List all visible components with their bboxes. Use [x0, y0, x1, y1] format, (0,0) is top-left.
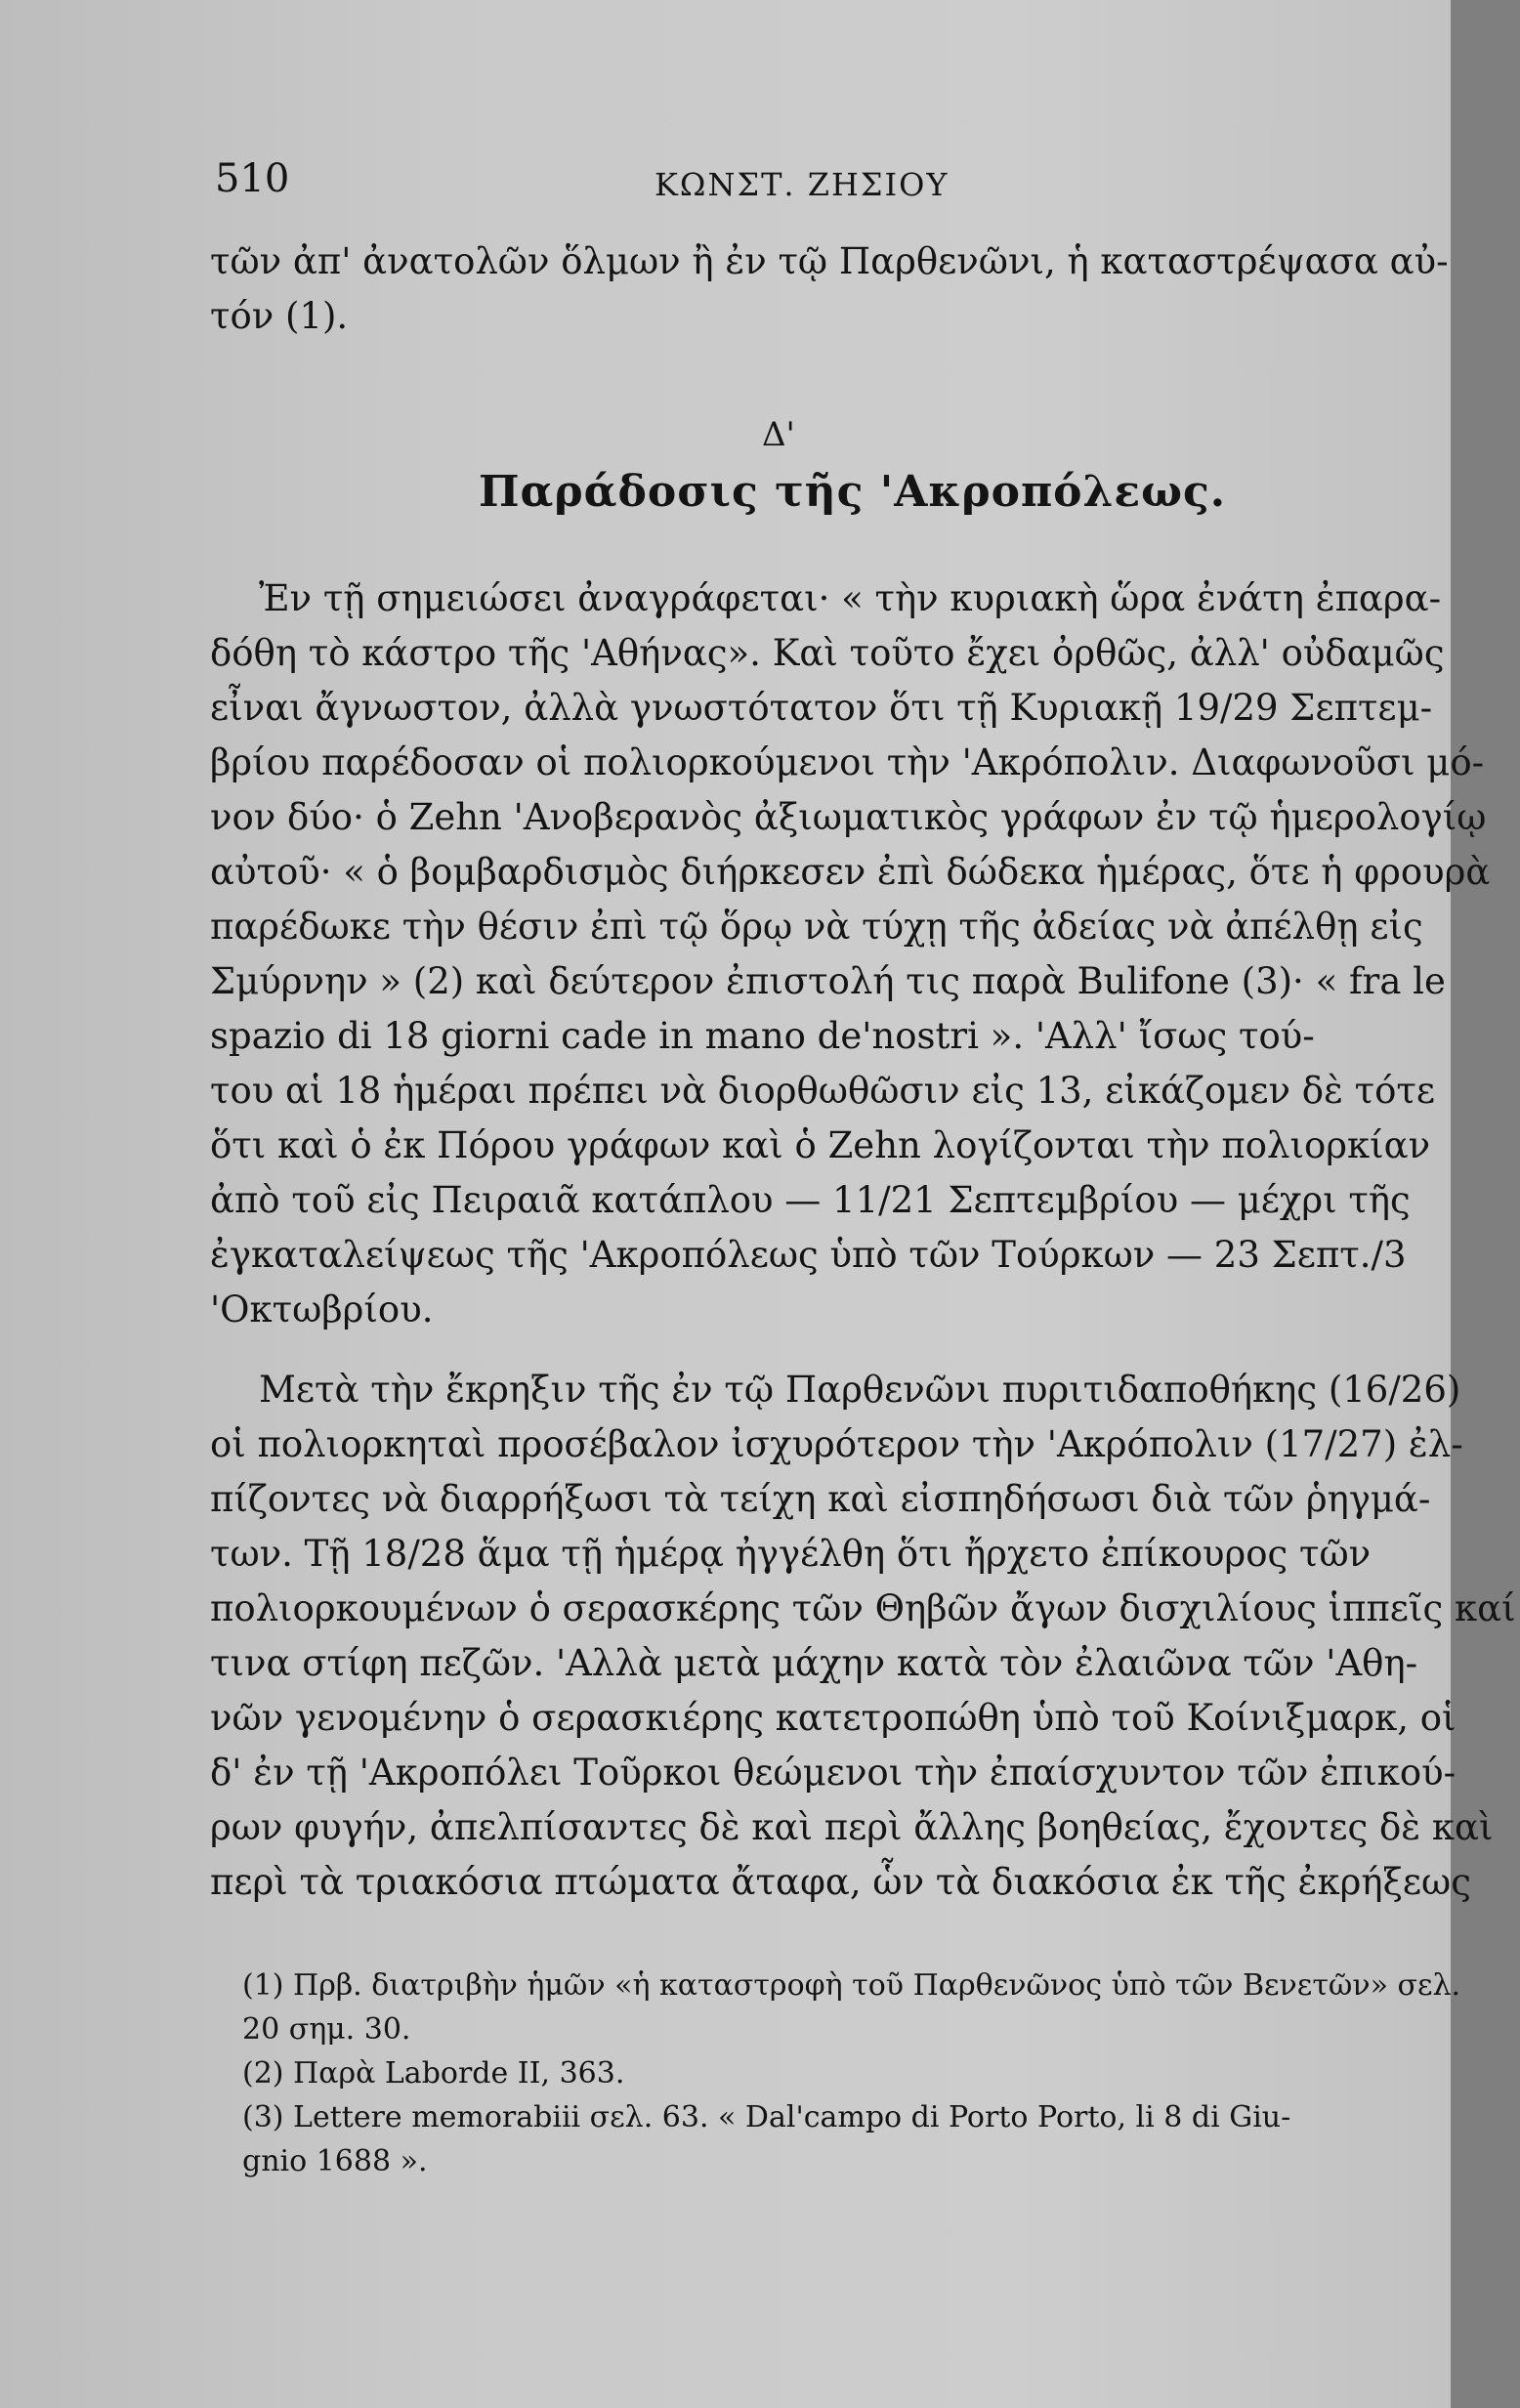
text-line: των. Τῇ 18/28 ἅμα τῇ ἡμέρᾳ ἠγγέλθη ὅτι ἤρχετο ἐπίκουρος τῶν: [210, 1533, 1372, 1575]
paragraph-2: [210, 1363, 1516, 1910]
text-line: βρίου παρέδοσαν οἱ πολιορκούμενοι τὴν 'Ακρόπολιν. Διαφωνοῦσι μό-: [210, 741, 1485, 783]
text-line: πίζοντες νὰ διαρρήξωσι τὰ τείχη καὶ εἰσπηδήσωσι διὰ τῶν ῥηγμά-: [210, 1478, 1431, 1520]
text-line: δ' ἐν τῇ 'Ακροπόλει Τοῦρκοι θεώμενοι τὴν ἐπαίσχυντον τῶν ἐπικού-: [210, 1752, 1457, 1794]
footnote-2: (2) Παρὰ Laborde II, 363.: [242, 2056, 625, 2091]
intro-text: [210, 234, 1449, 344]
text-line: ρων φυγήν, ἀπελπίσαντες δὲ καὶ περὶ ἄλλης βοηθείας, ἔχοντες δὲ καὶ: [210, 1806, 1494, 1848]
page-number: 510: [215, 156, 290, 201]
text-line: τινα στίφη πεζῶν. 'Αλλὰ μετὰ μάχην κατὰ τὸν ἐλαιῶνα τῶν 'Αθη-: [210, 1642, 1418, 1684]
text-line: ὅτι καὶ ὁ ἐκ Πόρου γράφων καὶ ὁ Zehn λογίζονται τὴν πολιορκίαν: [210, 1124, 1431, 1166]
text-line: Ἐν τῇ σημειώσει ἀναγράφεται· « τὴν κυριακὴ ὥρα ἐνάτη ἐπαρα-: [259, 577, 1442, 619]
footnote-3: (3) Lettere memorabiii σελ. 63. « Dal'campo di Porto Porto, li 8 di Giu-: [242, 2100, 1291, 2134]
footnote-3-continued: gnio 1688 ».: [242, 2144, 428, 2178]
text-line: οἱ πολιορκηταὶ προσέβαλον ἰσχυρότερον τὴν 'Ακρόπολιν (17/27) ἐλ-: [210, 1423, 1463, 1465]
paragraph-1: [210, 571, 1491, 1337]
text-line: παρέδωκε τὴν θέσιν ἐπὶ τῷ ὅρῳ νὰ τύχῃ τῆς ἀδείας νὰ ἀπέλθῃ εἰς: [210, 906, 1423, 948]
section-number: Δ': [762, 415, 795, 454]
text-line: δόθη τὸ κάστρο τῆς 'Αθήνας». Καὶ τοῦτο ἔχει ὀρθῶς, ἀλλ' οὐδαμῶς: [210, 632, 1445, 674]
text-line: νον δύο· ὁ Zehn 'Ανοβερανὸς ἀξιωματικὸς γράφων ἐν τῷ ἡμερολογίῳ: [210, 796, 1487, 838]
text-line: 'Οκτωβρίου.: [210, 1288, 434, 1331]
footnote-1: (1) Πρβ. διατριβὴν ἡμῶν «ἡ καταστροφὴ τοῦ Παρθενῶνος ὑπὸ τῶν Βενετῶν» σελ.: [242, 1968, 1461, 2003]
text-line: του αἱ 18 ἡμέραι πρέπει νὰ διορθωθῶσιν εἰς 13, εἰκάζομεν δὲ τότε: [210, 1070, 1436, 1112]
page-header: [215, 156, 1387, 215]
section-title: Παράδοσις τῆς 'Ακροπόλεως.: [479, 467, 1227, 517]
running-head: ΚΩΝΣΤ. ΖΗΣΙΟΥ: [654, 166, 950, 203]
text-line: ἀπὸ τοῦ εἰς Πειραιᾶ κατάπλου — 11/21 Σεπτεμβρίου — μέχρι τῆς: [210, 1179, 1411, 1221]
footnotes: [242, 1964, 1461, 2183]
text-line: Μετὰ τὴν ἔκρηξιν τῆς ἐν τῷ Παρθενῶνι πυριτιδαποθήκης (16/26): [259, 1369, 1461, 1411]
text-line: Σμύρνην » (2) καὶ δεύτερον ἐπιστολή τις παρὰ Bulifone (3)· « fra le: [210, 960, 1446, 1002]
text-line: αὐτοῦ· « ὁ βομβαρδισμὸς διήρκεσεν ἐπὶ δώδεκα ἡμέρας, ὅτε ἡ φρουρὰ: [210, 851, 1491, 893]
text-line: εἶναι ἄγνωστον, ἀλλὰ γνωστότατον ὅτι τῇ Κυριακῇ 19/29 Σεπτεμ-: [210, 687, 1433, 729]
text-line: ἐγκαταλείψεως τῆς 'Ακροπόλεως ὑπὸ τῶν Τούρκων — 23 Σεπτ./3: [210, 1234, 1407, 1276]
text-line: περὶ τὰ τριακόσια πτώματα ἄταφα, ὧν τὰ διακόσια ἐκ τῆς ἐκρήξεως: [210, 1861, 1471, 1903]
text-line: πολιορκουμένων ὁ σερασκέρης τῶν Θηβῶν ἄγων δισχιλίους ἱππεῖς καί: [210, 1587, 1516, 1629]
footnote-1-continued: 20 σημ. 30.: [242, 2012, 411, 2047]
text-line: spazio di 18 giorni cade in mano de'nostri ». 'Αλλ' ἴσως τού-: [210, 1015, 1315, 1057]
text-line: νῶν γενομένην ὁ σερασκιέρης κατετροπώθη ὑπὸ τοῦ Κοίνιξμαρκ, οἱ: [210, 1697, 1457, 1739]
text-line: τόν (1).: [210, 295, 349, 337]
text-line: τῶν ἀπ' ἀνατολῶν ὅλμων ἢ ἐν τῷ Παρθενῶνι, ἡ καταστρέψασα αὐ-: [210, 240, 1449, 282]
